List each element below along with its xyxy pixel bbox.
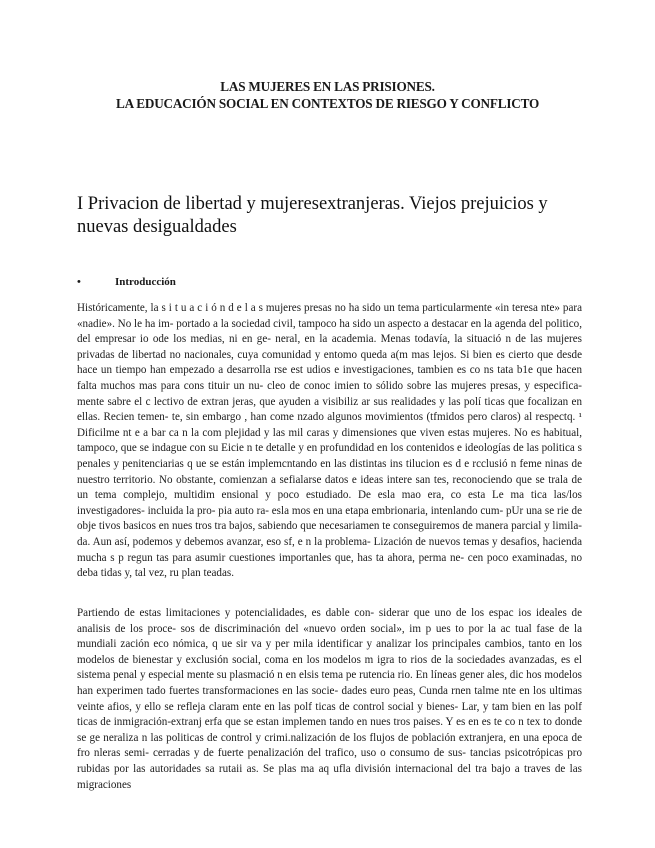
paragraph-1-text: Históricamente, la s i t u a c i ó n d e l a s mujeres presas no ha sido un tema particularmente «in teresa nte» para «nadie». No le ha im- portado a la sociedad civil, tampoco ha sido un aspecto a destacar en la agenda del politico, del empresar io ode los medias, ni en ge- neral, en la academia. Menas todavía, la situació n de las mujeres privadas de libertad no nacionales, cuya comunidad y entomo queda a(m mas lejos. Si bien es cierto que desde hace un tiempo han empezado a desarrolla rse est udios e investigaciones, tambien es co ns tata b1e que hacen falta muchos mas para cons tituir un nu- cleo de conoc imien to sólido sobre las mujeres presas, y especifica- mente sabre el c lectivo de extran jeras, que ayuden a visibiliz ar sus realidades y las polí ticas que focalizan en ellas. Recien temen- te, sin embargo , han come nzado algunos movimientos (tfmidos pero claros) al respectq. ¹ Dificilme nt e a bar ca n la com plejidad y las mil caras y dimensiones que viven estas mujeres. No es habitual, tampoco, que se indague con su Eicie n te detalle y en profundidad en los contenidos e ideologías de las politica s penales y penitenciarias q ue se están implemcntando en las distintas ins tilucion es d e rcclusió n feme ninas de nuestro territorio. No obstante, comienzan a sefialarse datos e ideas intere san tes, reconociendo que se trala de un tema complejo, multidim ensional y poco estudiado. De esla mao era, co esta Le ma tica las/los investigadores- incluida la pro- pia auto ra- esla mos en una etapa embrionaria, intenlando cum- pUr una se rie de obje tivos basicos en nues tros tra bajos, sabiendo que necesariamen te conseguiremos de manera parcial y limila- da. Aun así, podemos y debemos avanzar, eso sf, e n la problema- Lización de nuevos temas y desafios, hacienda mucha s p regun tas para asumir cuestiones importanles que, has ta ahora, perma ne- cen poco examinadas, no deba tidas y, tal vez, ru plan teadas. — [77, 302, 582, 580]
paragraph-2 — [77, 606, 582, 793]
bullet-icon: • — [77, 276, 81, 288]
paragraph-1 — [77, 301, 582, 582]
chapter-title: I Privacion de libertad y mujeresextranjeras. Viejos prejuicios y nuevas desigualdades — [77, 194, 548, 237]
document-title-line-1: LAS MUJERES EN LAS PRISIONES. — [220, 79, 435, 94]
section-heading-row — [77, 276, 176, 288]
document-title-line-2: LA EDUCACIÓN SOCIAL EN CONTEXTOS DE RIESGO Y CONFLICTO — [115, 96, 539, 111]
section-heading: Introducción — [115, 276, 176, 288]
paragraph-2-text: Partiendo de estas limitaciones y potencialidades, es dable con- siderar que uno de los espac ios ideales de analisis de los proce- sos de discriminación del «nuevo orden social», im p ues to por la ac tual fase de la mundiali zación eco nómica, q ue sir va y per mila identificar y analizar los principales cambios, tanto en los modelos de bienestar y exclusión social, coma en los modelos m igra to rios de la sociedades avanzadas, es el sistema penal y especial mente su plasmació n en elsis tema pe rutencia rio. En líneas gener ales, dic hos modelos han experimen tado fuertes transformaciones en las socie- dades euro peas, Cunda rnen talme nte en los ultimas veinte afios, y ello se refleja claram ente en las polf ticas de control social y bienes- Lar, y tam bien en las polf ticas de inmigración-extranj erfa que se estan implemen tando en nues tros paises. Y es en es te co n tex to donde se ge neraliza n las politicas de control y crimi.nalización de los flujos de población extranjera, en una epoca de fro nleras semi- cerradas y de fuerte penalización del trafico, uso o consumo de sus- tancias psicotrópicas pro rubidas por las autoridades sa rutaii as. Se plas ma aq ufla división internacional del tra bajo a traves de las migraciones — [77, 607, 582, 791]
